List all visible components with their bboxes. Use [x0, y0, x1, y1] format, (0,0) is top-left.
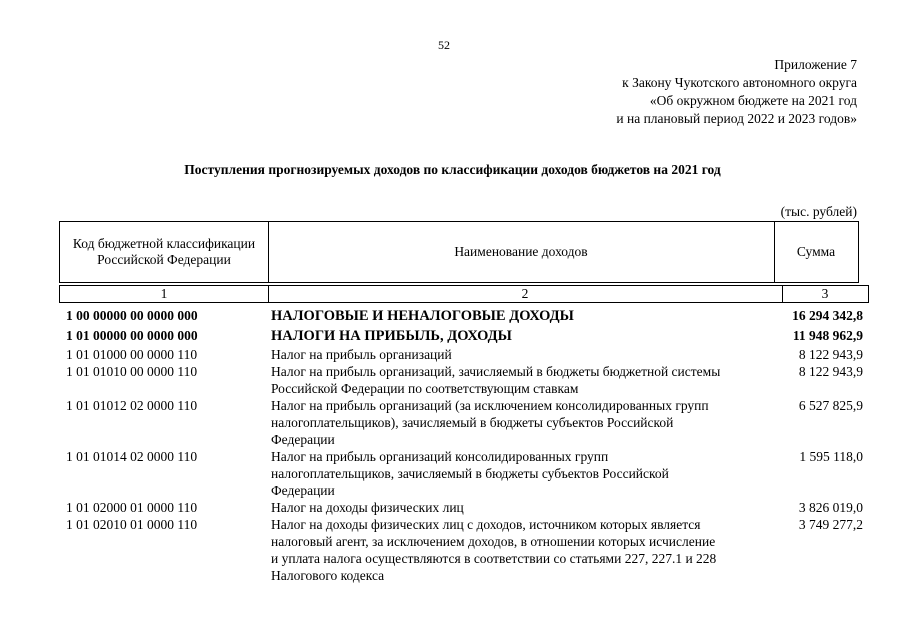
row-name: Налог на прибыль организаций (за исключением консолидированных групп налогоплательщиков), зачисляемый в бюджеты субъектов Российской Федерации [271, 398, 709, 447]
row-code: 1 01 01014 02 0000 110 [66, 449, 198, 464]
header-name: Наименование доходов [268, 222, 775, 282]
row-amount: 3 826 019,0 [798, 500, 863, 515]
row-amount: 16 294 342,8 [792, 308, 863, 323]
table-row [0, 346, 905, 363]
table-row [0, 448, 905, 499]
row-name: Налог на прибыль организаций [271, 347, 452, 362]
row-code: 1 01 01010 00 0000 110 [66, 364, 198, 379]
row-amount: 8 122 943,9 [798, 347, 863, 362]
row-name: НАЛОГИ НА ПРИБЫЛЬ, ДОХОДЫ [271, 328, 512, 344]
row-code: 1 01 02010 01 0000 110 [66, 517, 198, 532]
table-row [0, 397, 905, 448]
header-code: Код бюджетной классификации Российской Федерации [60, 222, 269, 282]
row-name: НАЛОГОВЫЕ И НЕНАЛОГОВЫЕ ДОХОДЫ [271, 308, 574, 324]
page-number: 52 [438, 38, 450, 52]
appendix-line-1: Приложение 7 [774, 57, 857, 72]
row-code: 1 01 01012 02 0000 110 [66, 398, 198, 413]
row-code: 1 01 02000 01 0000 110 [66, 500, 198, 515]
appendix-line-4: и на плановый период 2022 и 2023 годов» [616, 111, 857, 126]
row-amount: 11 948 962,9 [792, 328, 863, 343]
appendix-line-3: «Об окружном бюджете на 2021 год [649, 93, 857, 108]
row-amount: 8 122 943,9 [798, 364, 863, 379]
document-title: Поступления прогнозируемых доходов по классификации доходов бюджетов на 2021 год [184, 162, 721, 177]
row-code: 1 01 01000 00 0000 110 [66, 347, 198, 362]
row-name: Налог на прибыль организаций консолидированных групп налогоплательщиков, зачисляемый в бюджеты субъектов Российской Федерации [271, 449, 669, 498]
units-label: (тыс. рублей) [780, 204, 857, 219]
row-code: 1 00 00000 00 0000 000 [66, 308, 198, 323]
table-row [0, 516, 905, 584]
table-header [59, 221, 859, 283]
table-row [0, 499, 905, 516]
row-amount: 6 527 825,9 [798, 398, 863, 413]
appendix-header [616, 56, 857, 128]
row-code: 1 01 00000 00 0000 000 [66, 328, 198, 343]
column-number-1: 1 [60, 286, 269, 302]
row-amount: 3 749 277,2 [798, 517, 863, 532]
row-name: Налог на доходы физических лиц [271, 500, 464, 515]
row-name: Налог на прибыль организаций, зачисляемый в бюджеты бюджетной системы Российской Федерации по соответствующим ставкам [271, 364, 721, 396]
table-row [0, 306, 905, 326]
appendix-line-2: к Закону Чукотского автономного округа [622, 75, 857, 90]
column-number-3: 3 [821, 286, 829, 301]
table-row [0, 326, 905, 346]
row-name: Налог на доходы физических лиц с доходов, источником которых является налоговый агент, за исключением доходов, в отношении которых исчисление и уплата налога осуществляются в соответствии со статьями 227, 227.1 и 228 Налогового кодекса [271, 517, 717, 583]
row-amount: 1 595 118,0 [799, 449, 863, 464]
column-number-2: 2 [268, 286, 783, 302]
table-row [0, 363, 905, 397]
table-body [0, 306, 905, 584]
header-amount: Сумма [796, 244, 836, 259]
column-number-row [59, 285, 869, 303]
